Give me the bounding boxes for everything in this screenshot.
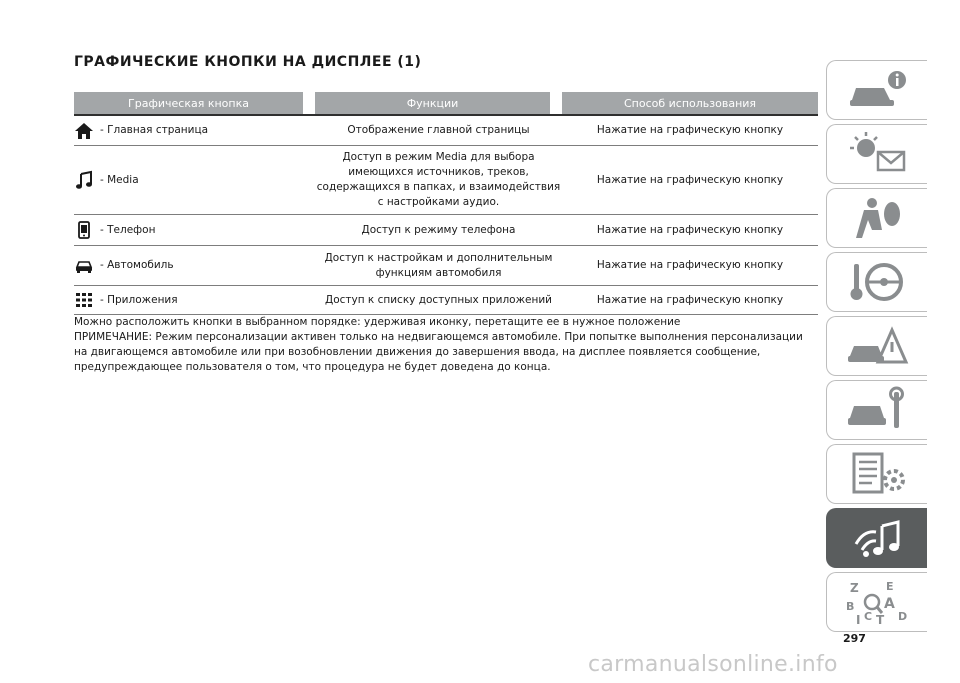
table-header-row	[74, 92, 818, 114]
chapter-tab-technical-data[interactable]	[826, 444, 927, 504]
header-functions: Функции	[315, 92, 562, 114]
index-letter: A	[884, 596, 895, 612]
index-letter: E	[886, 580, 894, 593]
graphic-buttons-table	[74, 92, 818, 315]
index-letter: C	[864, 610, 873, 623]
apps-grid-icon	[74, 290, 94, 310]
table-row	[74, 145, 818, 214]
table-row	[74, 114, 818, 145]
home-icon	[74, 121, 94, 141]
table-row	[74, 245, 818, 285]
function-cell: Отображение главной страницы	[315, 114, 562, 145]
usage-cell: Нажатие на графическую кнопку	[562, 245, 818, 285]
button-name-media: - Media	[100, 173, 139, 186]
music-note-icon	[74, 170, 94, 190]
button-name-vehicle: - Автомобиль	[100, 259, 174, 271]
chapter-tab-maintenance[interactable]	[826, 380, 927, 440]
function-cell: Доступ к настройкам и дополнительным функциям автомобиля	[315, 245, 562, 285]
multimedia-icon	[842, 514, 912, 562]
function-cell: Доступ к режиму телефона	[315, 214, 562, 245]
button-name-phone: - Телефон	[100, 223, 156, 236]
car-icon	[74, 256, 94, 276]
button-name-apps: - Приложения	[100, 293, 178, 306]
chapter-tab-starting-driving[interactable]	[826, 252, 927, 312]
emergency-triangle-icon	[842, 322, 912, 370]
chapter-tab-index[interactable]	[826, 572, 927, 632]
usage-cell: Нажатие на графическую кнопку	[562, 145, 818, 214]
function-cell: Доступ в режим Media для выбора имеющихся источников, треков, содержащихся в папках, и взаимодействия с настройками аудио.	[315, 145, 562, 214]
usage-cell: Нажатие на графическую кнопку	[562, 114, 818, 145]
function-cell: Доступ к списку доступных приложений	[315, 285, 562, 315]
usage-cell: Нажатие на графическую кнопку	[562, 214, 818, 245]
table-row	[74, 285, 818, 315]
index-letter: T	[876, 613, 885, 626]
warning-lights-message-icon	[842, 130, 912, 178]
header-usage: Способ использования	[562, 92, 818, 114]
table-row	[74, 214, 818, 245]
steering-wheel-key-icon	[842, 258, 912, 306]
button-name-home: - Главная страница	[100, 124, 209, 136]
usage-cell: Нажатие на графическую кнопку	[562, 285, 818, 315]
chapter-tab-car-info[interactable]	[826, 60, 927, 120]
note-text	[74, 315, 818, 375]
chapter-tab-safety[interactable]	[826, 188, 927, 248]
watermark: carmanualsonline.info	[588, 652, 838, 677]
index-letter: Z	[850, 581, 859, 595]
page-number: 297	[843, 632, 866, 645]
note-line-warning: ПРИМЕЧАНИЕ: Режим персонализации активен только на недвигающемся автомобиле. При попытке выполнения персонализации на двигающемся автомобиле или при возобновлении движения до завершения ввода, на дисплее появляется сообщение, предупреждающее пользователя о том, что процедура не будет доведена до конца.	[74, 331, 803, 373]
car-info-icon	[842, 66, 912, 114]
alphabetical-index-icon	[842, 578, 912, 626]
chapter-tab-emergency[interactable]	[826, 316, 927, 376]
note-line-reorder: Можно расположить кнопки в выбранном порядке: удерживая иконку, перетащите ее в нужное положение	[74, 316, 681, 328]
chapter-tab-multimedia[interactable]	[826, 508, 927, 568]
index-letter: I	[856, 613, 861, 626]
phone-icon	[74, 220, 94, 240]
chapter-tab-warning-lights[interactable]	[826, 124, 927, 184]
header-graphic-button: Графическая кнопка	[74, 92, 315, 114]
car-maintenance-icon	[842, 386, 912, 434]
index-letter: D	[898, 610, 908, 623]
page-title: ГРАФИЧЕСКИЕ КНОПКИ НА ДИСПЛЕЕ (1)	[74, 54, 422, 70]
technical-data-icon	[842, 450, 912, 498]
chapter-tabs	[826, 60, 928, 636]
safety-airbag-icon	[842, 194, 912, 242]
index-letter: B	[846, 600, 855, 613]
